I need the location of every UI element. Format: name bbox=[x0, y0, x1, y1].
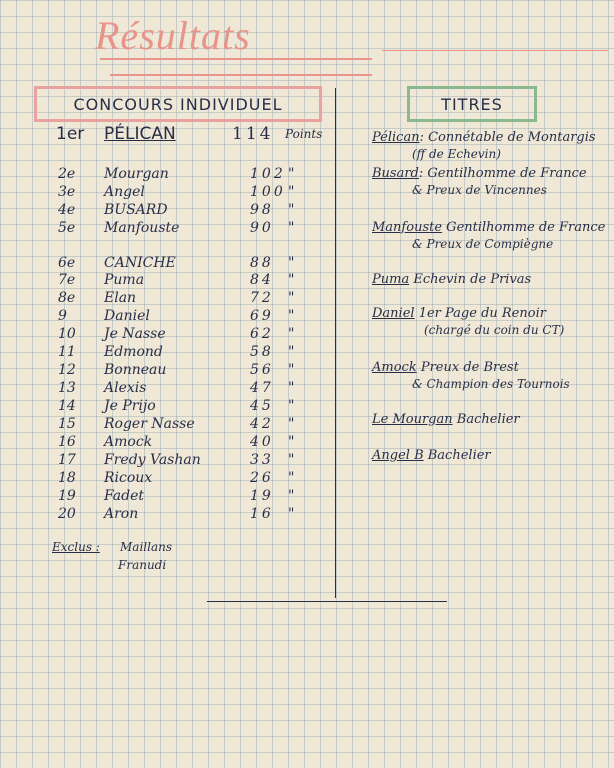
points: 47 bbox=[250, 380, 274, 396]
points: 19 bbox=[250, 488, 274, 504]
excluded-label: Exclus : bbox=[52, 540, 100, 554]
points: 33 bbox=[250, 452, 274, 468]
concours-heading: CONCOURS INDIVIDUEL bbox=[73, 94, 283, 114]
rank: 11 bbox=[58, 344, 76, 360]
participant-name: Alexis bbox=[104, 380, 147, 396]
result-row bbox=[0, 488, 330, 508]
rank: 12 bbox=[58, 362, 76, 378]
rank: 8e bbox=[58, 290, 76, 306]
result-row bbox=[0, 452, 330, 472]
result-row bbox=[0, 506, 330, 526]
points: 102 bbox=[250, 166, 286, 182]
ditto-mark: " bbox=[288, 202, 295, 218]
participant-name: Fredy Vashan bbox=[104, 452, 201, 468]
ditto-mark: " bbox=[288, 362, 295, 378]
result-row bbox=[0, 344, 330, 364]
titre-entry bbox=[372, 272, 531, 287]
rank: 15 bbox=[58, 416, 76, 432]
ditto-mark: " bbox=[288, 398, 295, 414]
points: 40 bbox=[250, 434, 274, 450]
points: 26 bbox=[250, 470, 274, 486]
rank: 10 bbox=[58, 326, 76, 342]
titre-holder: Busard bbox=[372, 166, 419, 181]
titre-entry bbox=[372, 166, 587, 181]
participant-name: BUSARD bbox=[104, 202, 168, 218]
rank: 18 bbox=[58, 470, 76, 486]
titre-entry bbox=[372, 412, 520, 427]
ditto-mark: " bbox=[288, 488, 295, 504]
result-row bbox=[0, 272, 330, 292]
points-unit: Points bbox=[285, 127, 323, 141]
titre-label: 1er Page du Renoir bbox=[414, 306, 546, 321]
ditto-mark: " bbox=[288, 220, 295, 236]
titre-detail: (ff de Echevin) bbox=[412, 147, 501, 161]
titre-label: Gentilhomme de France bbox=[442, 220, 606, 235]
points: 72 bbox=[250, 290, 274, 306]
ditto-mark: " bbox=[288, 290, 295, 306]
participant-name: Ricoux bbox=[104, 470, 153, 486]
points: 16 bbox=[250, 506, 274, 522]
titre-detail: (chargé du coin du CT) bbox=[424, 323, 565, 337]
rank: 9 bbox=[58, 308, 67, 324]
participant-name: Angel bbox=[104, 184, 145, 200]
result-row bbox=[0, 434, 330, 454]
titre-holder: Manfouste bbox=[372, 220, 443, 235]
title-underline-2 bbox=[110, 74, 372, 76]
titre-holder: Amock bbox=[372, 360, 417, 375]
titre-label: : Connétable de Montargis bbox=[419, 130, 596, 145]
participant-name: Edmond bbox=[104, 344, 163, 360]
title-underline-right bbox=[382, 50, 608, 51]
ditto-mark: " bbox=[288, 272, 295, 288]
participant-name: Manfouste bbox=[104, 220, 180, 236]
ditto-mark: " bbox=[288, 255, 295, 271]
result-row-first bbox=[0, 124, 330, 144]
result-row bbox=[0, 166, 330, 186]
titre-label: Bachelier bbox=[423, 448, 491, 463]
titres-heading: TITRES bbox=[441, 94, 503, 114]
titre-entry bbox=[372, 306, 546, 321]
excluded-name: Franudi bbox=[118, 558, 167, 572]
rank: 5e bbox=[58, 220, 76, 236]
points: 84 bbox=[250, 272, 274, 288]
points: 100 bbox=[250, 184, 286, 200]
titre-entry bbox=[372, 448, 491, 463]
titres-heading-box bbox=[407, 86, 537, 122]
participant-name: CANICHE bbox=[104, 255, 176, 271]
titre-entry bbox=[372, 220, 605, 235]
participant-name: Elan bbox=[104, 290, 137, 306]
points: 45 bbox=[250, 398, 274, 414]
result-row bbox=[0, 326, 330, 346]
ditto-mark: " bbox=[288, 506, 295, 522]
ditto-mark: " bbox=[288, 308, 295, 324]
concours-heading-box bbox=[34, 86, 322, 122]
points: 62 bbox=[250, 326, 274, 342]
result-row bbox=[0, 220, 330, 240]
titre-label: Preux de Brest bbox=[416, 360, 519, 375]
participant-name: Mourgan bbox=[104, 166, 169, 182]
titre-entry bbox=[372, 130, 596, 145]
result-row bbox=[0, 416, 330, 436]
titre-holder: Pélican bbox=[372, 130, 420, 145]
rank: 1er bbox=[56, 124, 85, 144]
titre-label: Echevin de Privas bbox=[409, 272, 532, 287]
ditto-mark: " bbox=[288, 184, 295, 200]
ditto-mark: " bbox=[288, 434, 295, 450]
bottom-line bbox=[207, 601, 447, 602]
column-divider bbox=[335, 88, 336, 598]
excluded-name: Maillans bbox=[120, 540, 172, 554]
rank: 19 bbox=[58, 488, 76, 504]
rank: 2e bbox=[58, 166, 76, 182]
participant-name: Je Prijo bbox=[104, 398, 156, 414]
result-row bbox=[0, 202, 330, 222]
titre-detail: & Preux de Vincennes bbox=[412, 183, 547, 197]
rank: 4e bbox=[58, 202, 76, 218]
participant-name: Je Nasse bbox=[104, 326, 166, 342]
page-title: Résultats bbox=[95, 13, 251, 58]
result-row bbox=[0, 380, 330, 400]
result-row bbox=[0, 362, 330, 382]
ditto-mark: " bbox=[288, 452, 295, 468]
rank: 3e bbox=[58, 184, 76, 200]
participant-name: Roger Nasse bbox=[104, 416, 195, 432]
points: 42 bbox=[250, 416, 274, 432]
rank: 17 bbox=[58, 452, 76, 468]
participant-name: Puma bbox=[104, 272, 145, 288]
participant-name: Fadet bbox=[104, 488, 144, 504]
rank: 16 bbox=[58, 434, 76, 450]
title-underline bbox=[100, 58, 372, 60]
points: 56 bbox=[250, 362, 274, 378]
points: 69 bbox=[250, 308, 274, 324]
participant-name: PÉLICAN bbox=[104, 124, 176, 144]
rank: 13 bbox=[58, 380, 76, 396]
titre-detail: & Preux de Compiègne bbox=[412, 237, 554, 251]
rank: 20 bbox=[58, 506, 76, 522]
ditto-mark: " bbox=[288, 326, 295, 342]
participant-name: Amock bbox=[104, 434, 153, 450]
result-row bbox=[0, 308, 330, 328]
result-row bbox=[0, 398, 330, 418]
participant-name: Bonneau bbox=[104, 362, 167, 378]
rank: 7e bbox=[58, 272, 76, 288]
ditto-mark: " bbox=[288, 380, 295, 396]
rank: 14 bbox=[58, 398, 76, 414]
ditto-mark: " bbox=[288, 416, 295, 432]
points: 58 bbox=[250, 344, 274, 360]
ditto-mark: " bbox=[288, 344, 295, 360]
participant-name: Aron bbox=[104, 506, 139, 522]
titre-label: Bachelier bbox=[452, 412, 520, 427]
points: 114 bbox=[232, 124, 274, 144]
titre-label: : Gentilhomme de France bbox=[418, 166, 587, 181]
ditto-mark: " bbox=[288, 470, 295, 486]
points: 98 bbox=[250, 202, 274, 218]
rank: 6e bbox=[58, 255, 76, 271]
result-row bbox=[0, 290, 330, 310]
titre-holder: Le Mourgan bbox=[372, 412, 453, 427]
ditto-mark: " bbox=[288, 166, 295, 182]
titre-holder: Angel B bbox=[372, 448, 424, 463]
titre-entry bbox=[372, 360, 519, 375]
result-row bbox=[0, 184, 330, 204]
titre-holder: Puma bbox=[372, 272, 410, 287]
points: 90 bbox=[250, 220, 274, 236]
points: 88 bbox=[250, 255, 274, 271]
result-row bbox=[0, 470, 330, 490]
titre-detail: & Champion des Tournois bbox=[412, 377, 570, 391]
participant-name: Daniel bbox=[104, 308, 150, 324]
titre-holder: Daniel bbox=[372, 306, 415, 321]
